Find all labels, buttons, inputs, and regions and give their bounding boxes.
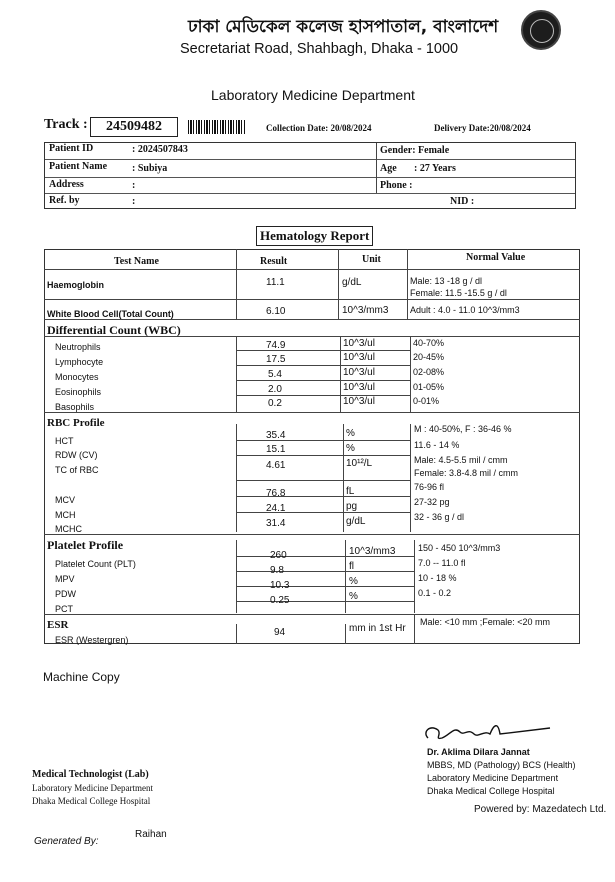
normal-basophils: 0-01% [413,396,440,406]
unit-esr: mm in 1st Hr [349,623,406,634]
generated-by-name: Raihan [135,829,167,840]
test-name-wbc: White Blood Cell(Total Count) [47,309,174,319]
test-name-hct: HCT [55,436,74,446]
result-lymphocyte: 17.5 [266,354,286,365]
test-name-basophils: Basophils [55,402,95,412]
machine-copy-label: Machine Copy [43,670,120,684]
normal-lymphocyte: 20-45% [413,352,445,362]
doctor-hospital: Dhaka Medical College Hospital [427,786,555,796]
result-mch: 24.1 [266,503,286,514]
unit-neutrophils: 10^3/ul [343,338,375,349]
technologist-hospital: Dhaka Medical College Hospital [32,796,151,806]
col-header-test-name: Test Name [114,256,159,267]
col-header-normal: Normal Value [466,252,526,263]
patient-id-label: Patient ID [49,143,94,154]
normal-mcv: 76-96 fl [414,482,445,492]
section-rbc: RBC Profile [47,417,105,429]
result-tc-rbc: 4.61 [266,460,286,471]
normal-hb-female: Female: 11.5 -15.5 g / dl [410,288,507,298]
department-title: Laboratory Medicine Department [211,87,415,103]
normal-hct: M : 40-50%, F : 36-46 % [414,424,512,434]
generated-by-label: Generated By: [34,836,99,847]
doctor-department: Laboratory Medicine Department [427,773,559,783]
unit-lymphocyte: 10^3/ul [343,352,375,363]
doctor-degrees: MBBS, MD (Pathology) BCS (Health) [427,760,576,770]
test-name-pct: PCT [55,604,73,614]
normal-wbc: Adult : 4.0 - 11.0 10^3/mm3 [410,305,520,315]
result-esr: 94 [274,627,286,638]
section-platelet: Platelet Profile [47,538,124,552]
patient-nid: NID : [450,196,475,207]
result-basophils: 0.2 [268,398,282,409]
test-name-hb: Haemoglobin [47,280,105,290]
unit-mpv: fl [349,561,354,572]
test-name-monocytes: Monocytes [55,372,99,382]
result-mpv: 9.8 [270,565,284,576]
test-name-eosinophils: Eosinophils [55,387,102,397]
patient-name-label: Patient Name [49,161,108,172]
normal-mch: 27-32 pg [414,497,450,507]
track-label: Track : [44,117,88,132]
unit-monocytes: 10^3/ul [343,367,375,378]
result-wbc: 6.10 [266,306,286,317]
test-name-mchc: MCHC [55,524,82,534]
unit-basophils: 10^3/ul [343,396,375,407]
normal-pct: 0.1 - 0.2 [418,588,452,598]
unit-eosinophils: 10^3/ul [343,382,375,393]
result-monocytes: 5.4 [268,369,282,380]
test-name-tc-rbc: TC of RBC [55,465,99,475]
test-name-platelet-count: Platelet Count (PLT) [55,559,136,569]
test-name-mpv: MPV [55,574,75,584]
test-name-lymphocyte: Lymphocyte [55,357,104,367]
result-platelet-count: 260 [270,550,287,561]
patient-age-value: : 27 Years [414,163,456,174]
result-mcv: 76.8 [266,488,286,499]
referred-by-label: Ref. by [49,195,80,206]
unit-tc-rbc: 10¹²/L [346,458,373,469]
unit-hct: % [346,428,355,439]
unit-mch: pg [346,501,358,512]
normal-monocytes: 02-08% [413,367,445,377]
result-mchc: 31.4 [266,518,286,529]
hospital-seal-logo [521,10,561,50]
unit-mchc: g/dL [346,516,366,527]
collection-date: Collection Date: 20/08/2024 [266,123,372,133]
doctor-name: Dr. Aklima Dilara Jannat [427,747,530,757]
result-rdw: 15.1 [266,444,286,455]
technologist-department: Laboratory Medicine Department [32,783,153,793]
unit-wbc: 10^3/mm3 [342,305,389,316]
hospital-title-bangla: ঢাকা মেডিকেল কলেজ হাসপাতাল, বাংলাদেশ [188,17,499,37]
normal-hb-male: Male: 13 -18 g / dl [410,276,483,286]
section-differential: Differential Count (WBC) [47,323,181,337]
patient-age-label: Age [380,163,397,174]
patient-address-label: Address [49,179,84,190]
report-title: Hematology Report [256,226,373,246]
result-neutrophils: 74.9 [266,340,286,351]
patient-id-value: : 2024507843 [132,144,188,155]
hospital-address: Secretariat Road, Shahbagh, Dhaka - 1000 [180,41,459,57]
normal-platelet-count: 150 - 450 10^3/mm3 [418,543,501,553]
patient-address-value: : [132,180,136,191]
col-header-unit: Unit [362,254,381,265]
patient-name-value: : Subiya [132,163,168,174]
test-name-mch: MCH [55,510,76,520]
delivery-date: Delivery Date:20/08/2024 [434,123,531,133]
test-name-esr: ESR (Westergren) [55,635,129,645]
test-name-mcv: MCV [55,495,75,505]
unit-rdw: % [346,443,355,454]
normal-tc-rbc-male: Male: 4.5-5.5 mil / cmm [414,455,508,465]
test-name-neutrophils: Neutrophils [55,342,101,352]
result-pdw: 10.3 [270,580,290,591]
result-pct: 0.25 [270,595,290,606]
unit-mcv: fL [346,486,355,497]
unit-pct: % [349,591,358,602]
normal-esr: Male: <10 mm ;Female: <20 mm [420,617,551,627]
col-header-result: Result [260,256,288,267]
normal-eosinophils: 01-05% [413,382,445,392]
patient-phone: Phone : [380,180,413,191]
result-hb: 11.1 [266,277,285,288]
normal-pdw: 10 - 18 % [418,573,457,583]
barcode-icon [188,120,246,134]
normal-rdw: 11.6 - 14 % [414,440,460,450]
technologist-title: Medical Technologist (Lab) [32,769,149,780]
test-name-pdw: PDW [55,589,76,599]
normal-tc-rbc-female: Female: 3.8-4.8 mil / cmm [414,468,519,478]
powered-by: Powered by: Mazedatech Ltd. [474,804,607,815]
result-hct: 35.4 [266,430,286,441]
patient-info-box [44,142,576,209]
patient-gender: Gender: Female [380,145,450,156]
doctor-signature [420,718,560,748]
normal-neutrophils: 40-70% [413,338,445,348]
test-name-rdw: RDW (CV) [55,450,98,460]
track-number: 24509482 [90,117,178,137]
normal-mpv: 7.0 -- 11.0 fl [418,558,466,568]
result-eosinophils: 2.0 [268,384,282,395]
unit-hb: g/dL [342,277,362,288]
unit-platelet-count: 10^3/mm3 [349,546,396,557]
unit-pdw: % [349,576,358,587]
referred-by-value: : [132,196,136,207]
section-esr: ESR [47,619,69,631]
normal-mchc: 32 - 36 g / dl [414,512,465,522]
